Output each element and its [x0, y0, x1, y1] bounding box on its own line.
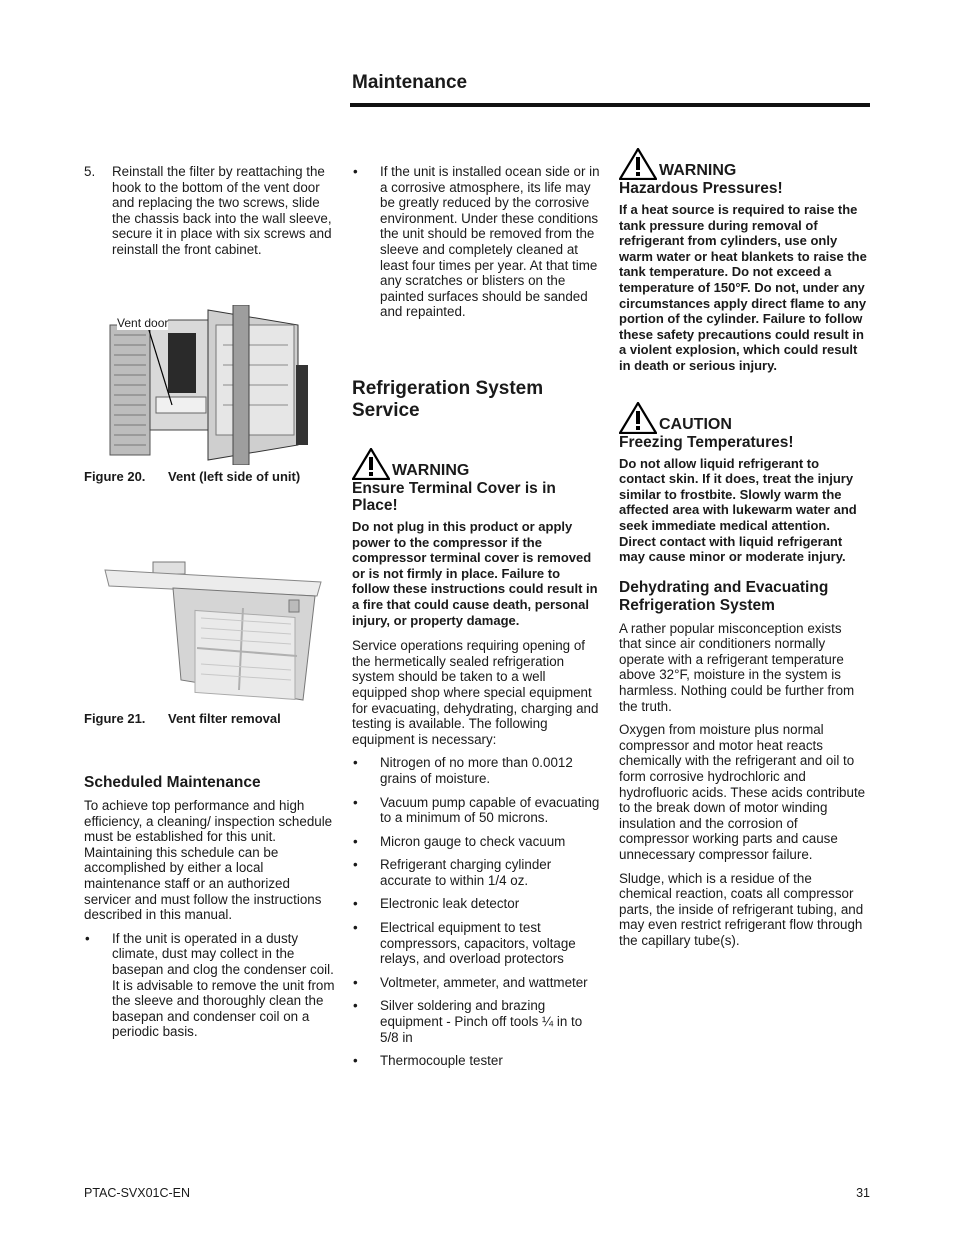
- column-middle-lower: [352, 448, 600, 1077]
- dehydrating-heading: Dehydrating and Evacuating Refrigeration System: [619, 578, 829, 614]
- list-item: • Silver soldering and brazing equipment - Pinch off tools ¼ in to 5/8 in: [352, 998, 600, 1045]
- vent-filter-illustration: [103, 560, 323, 702]
- warning-hazardous-pressures: [619, 148, 867, 374]
- list-item: • Nitrogen of no more than 0.0012 grains of moisture.: [352, 755, 600, 786]
- figure-label: Figure 21.: [84, 711, 146, 726]
- caution-body: Do not allow liquid refrigerant to contact skin. If it does, treat the injury similar to frostbite. Slowly warm the affected area with lukewarm water and seek immediate medical attention. Direct contact with liquid refrigerant may cause minor or moderate injury.: [619, 455, 857, 565]
- warning-subtitle: Hazardous Pressures!: [619, 180, 783, 197]
- warning-label: WARNING: [659, 162, 737, 179]
- ocean-bullet-list: [352, 164, 600, 320]
- column-right: [619, 148, 867, 957]
- figure-caption-text: Vent filter removal: [168, 711, 281, 726]
- refrigeration-heading: Refrigeration System Service: [352, 378, 544, 421]
- warning-body: If a heat source is required to raise the tank pressure during removal of refrigerant from cylinders, use only warm water or heat blankets to raise the tank temperature. Do not exceed a temperature of 150°F. Do not, under any circumstances apply direct flame to any portion of the cylinder. Failure to follow these safety precautions could result in a violent explosion, which could result in death or serious injury.: [619, 202, 867, 373]
- column-left: [84, 164, 334, 258]
- scheduled-maintenance-bullets: [84, 931, 336, 1040]
- list-item: • Electronic leak detector: [352, 896, 600, 912]
- list-item: • If the unit is operated in a dusty climate, dust may collect in the basepan and clog the condenser coil. It is advisable to remove the unit from the sleeve and thoroughly clean the basepan and condenser coil on a periodic basis.: [84, 931, 336, 1040]
- paragraph: Oxygen from moisture plus normal compressor and motor heat reacts chemically with the refrigerant and oil to form corrosive hydrochloric and hydrofluoric acids. These acids contribute to the break down of motor winding insulation and the corrosion of compressor working parts and cause unnecessary compressor failure.: [619, 722, 866, 862]
- list-item: • Vacuum pump capable of evacuating to a minimum of 50 microns.: [352, 795, 600, 826]
- figure-caption-text: Vent (left side of unit): [168, 469, 301, 484]
- column-middle: [352, 164, 600, 328]
- paragraph: A rather popular misconception exists that since air conditioners normally operate with a refrigerant temperature above 32°F, moisture in the system is harmless. Nothing could be further from the truth.: [619, 620, 855, 714]
- service-intro: Service operations requiring opening of the hermetically sealed refrigeration system should be taken to a well equipped shop where special equipment for evacuating, dehydrating, charging and testing is available. The following equipment is necessary:: [352, 638, 599, 747]
- list-item: • Electrical equipment to test compressors, capacitors, voltage relays, and overload protectors: [352, 920, 600, 967]
- caution-freezing-temperatures: [619, 402, 867, 565]
- caution-label: CAUTION: [659, 415, 732, 433]
- list-item: • If the unit is installed ocean side or in a corrosive atmosphere, its life may be greatly reduced by the corrosive environment. Under these conditions the unit should be removed from the sleeve and completely cleaned at least four times per year. At that time any scratches or blisters on the painted surfaces should be sanded and repainted.: [352, 164, 600, 320]
- figure-20-callout: Vent door: [117, 316, 169, 330]
- step-number: 5.: [84, 164, 96, 179]
- warning-subtitle: Ensure Terminal Cover is in Place!: [352, 480, 556, 514]
- list-item: • Voltmeter, ammeter, and wattmeter: [352, 975, 600, 991]
- figure-label: Figure 20.: [84, 469, 146, 484]
- step-text: Reinstall the filter by reattaching the hook to the bottom of the vent door and replacing the two screws, slide the chassis back into the wall sleeve, secure it in place with six screws and reinstall the front cabinet.: [112, 164, 332, 257]
- caution-triangle-icon: [619, 402, 657, 434]
- page-title: Maintenance: [352, 72, 468, 93]
- figure-21-caption: [84, 711, 281, 726]
- footer-doc-id: PTAC-SVX01C-EN: [84, 1186, 191, 1200]
- header-rule: [350, 103, 870, 107]
- scheduled-maintenance-body: To achieve top performance and high efficiency, a cleaning/ inspection schedule must be established for this unit. Maintaining this schedule can be accomplished by either a local maintenance staff or an authorized servicer and must follow the instructions described in this manual.: [84, 798, 333, 923]
- warning-body: Do not plug in this product or apply power to the compressor if the compressor terminal cover is removed or is not firmly in place. Failure to follow these instructions could result in a fire that could cause death, personal injury, or property damage.: [352, 519, 598, 628]
- list-item: • Micron gauge to check vacuum: [352, 834, 600, 850]
- list-item: • Refrigerant charging cylinder accurate to within 1/4 oz.: [352, 857, 600, 888]
- list-item: • Thermocouple tester: [352, 1053, 600, 1069]
- paragraph: Sludge, which is a residue of the chemical reaction, coats all compressor parts, the inside of refrigerant tubing, and may even restrict refrigerant flow through the capillary tube(s).: [619, 870, 864, 948]
- warning-triangle-icon: [619, 148, 657, 180]
- warning-triangle-icon: [352, 448, 390, 480]
- caution-subtitle: Freezing Temperatures!: [619, 433, 794, 451]
- warning-label: WARNING: [392, 462, 470, 479]
- figure-21-photo: [103, 560, 323, 702]
- figure-20-caption: [84, 469, 300, 484]
- equipment-list: [352, 755, 600, 1069]
- warning-terminal-cover: [352, 448, 600, 628]
- footer-page-number: 31: [856, 1186, 870, 1200]
- scheduled-maintenance-heading: Scheduled Maintenance: [84, 774, 261, 791]
- step-5: [84, 164, 334, 258]
- scheduled-maintenance-section: [84, 774, 336, 1048]
